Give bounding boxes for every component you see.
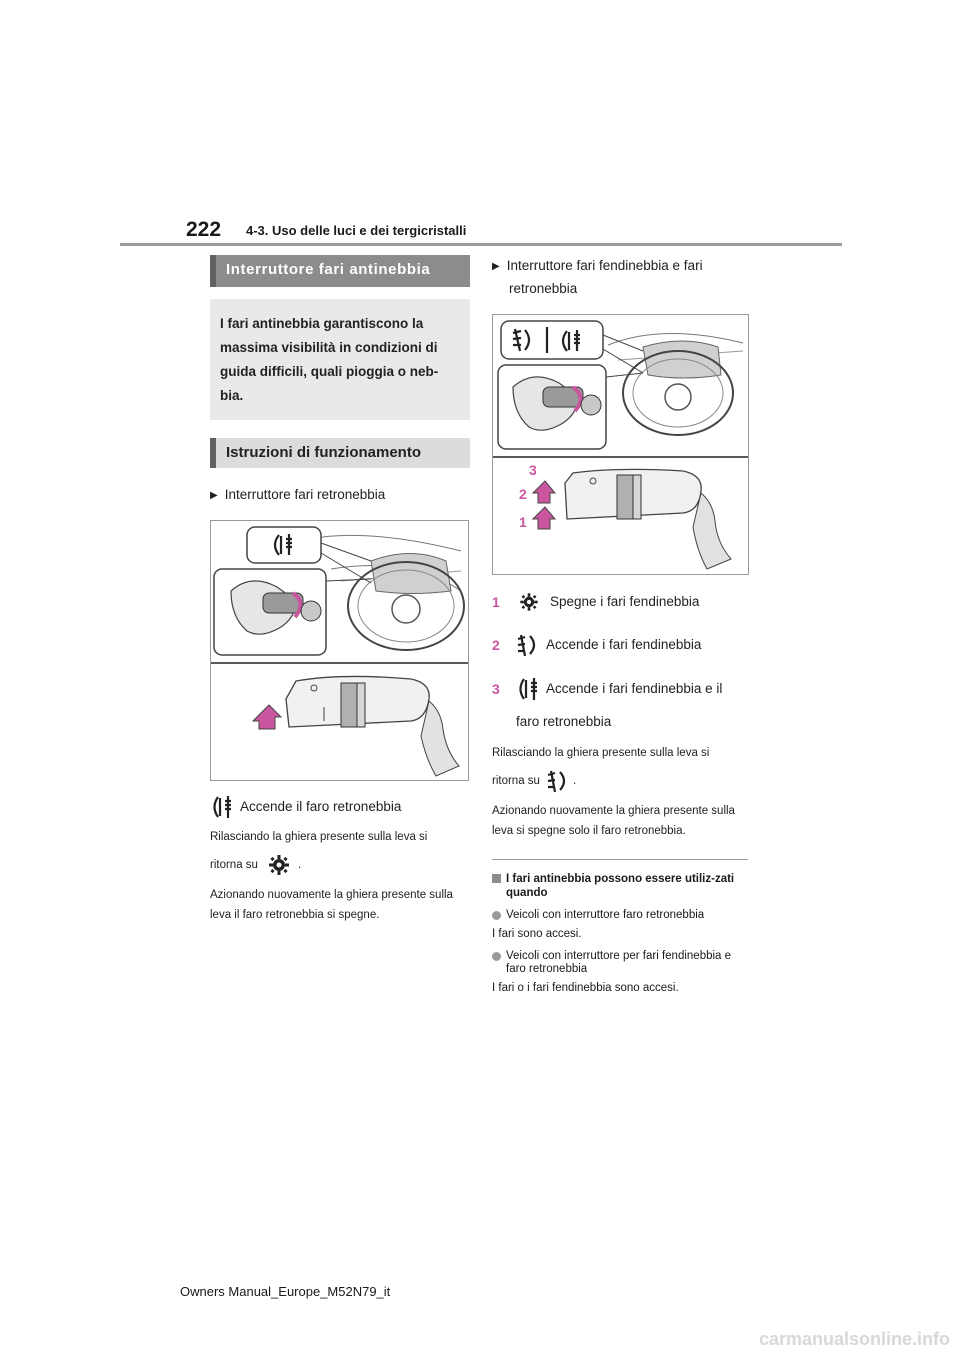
front-rear-fog-switch-figure — [492, 314, 749, 575]
item-3-number: 3 — [492, 681, 500, 697]
item-1-number: 1 — [492, 594, 500, 610]
note-text-2: I fari o i fari fendinebbia sono accesi. — [492, 982, 679, 994]
note-heading — [492, 872, 750, 900]
front-rear-fog-bullet — [492, 255, 750, 278]
right-release-text-2: ritorna su — [492, 775, 540, 787]
note-bullet-1 — [492, 909, 750, 922]
operating-instructions-heading: Istruzioni di funzionamento — [210, 438, 470, 468]
rear-fog-on-caption — [210, 795, 470, 819]
fog-switch-heading: Interruttore fari antinebbia — [210, 255, 470, 287]
right-again-text: Azionando nuovamente la ghiera presente sulla leva si spegne solo il faro retronebbia. — [492, 805, 735, 837]
fig-label-3: 3 — [529, 462, 537, 478]
rear-fog-on-text: Accende il faro retronebbia — [240, 799, 402, 814]
off-position-icon — [264, 854, 294, 876]
release-text-2: ritorna su — [210, 859, 258, 871]
rear-fog-switch-figure — [210, 520, 469, 781]
item-3 — [492, 677, 750, 701]
rear-fog-bullet — [210, 484, 470, 507]
header-rule — [120, 243, 842, 246]
right-release-text-1: Rilasciando la ghiera presente sulla leva si — [492, 747, 710, 759]
item-2-number: 2 — [492, 637, 500, 653]
triangle-bullet-icon: ▶ — [210, 490, 218, 501]
right-release-text-2-row — [492, 769, 750, 793]
fig-label-2: 2 — [519, 486, 527, 502]
note-bullet-1-text: Veicoli con interruttore faro retronebbia — [506, 909, 705, 921]
watermark: carmanualsonline.info — [758, 1329, 950, 1349]
note-heading-text: I fari antinebbia possono essere utiliz-zati quando — [506, 873, 735, 899]
note-bullet-2 — [492, 950, 750, 976]
item-3-cont-text: faro retronebbia — [516, 714, 612, 729]
note-bullet-2-text: Veicoli con interruttore per fari fendinebbia e faro retronebbia — [506, 950, 732, 975]
item-3-text: Accende i fari fendinebbia e il — [546, 681, 723, 696]
release-text-2-row — [210, 853, 470, 877]
footer-manual-id: Owners Manual_Europe_M52N79_it — [180, 1284, 391, 1299]
item-1 — [492, 591, 750, 613]
release-text-1: Rilasciando la ghiera presente sulla leva si — [210, 831, 428, 843]
front-fog-lamp-icon — [546, 769, 570, 793]
again-text: Azionando nuovamente la ghiera presente sulla leva il faro retronebbia si spegne. — [210, 889, 453, 921]
front-rear-fog-bullet-label-1: Interruttore fari fendinebbia e fari — [506, 258, 703, 273]
square-bullet-icon — [492, 874, 501, 883]
rear-fog-lamp-icon — [516, 677, 542, 701]
note-rule — [492, 859, 748, 860]
front-rear-fog-bullet-label-2: retronebbia — [509, 281, 578, 296]
front-fog-lamp-icon — [516, 633, 540, 657]
item-3-cont — [492, 711, 750, 733]
left-column — [210, 255, 470, 925]
off-position-icon — [516, 591, 542, 613]
section-title: 4-3. Uso delle luci e dei tergicristalli — [246, 223, 467, 238]
intro-box: I fari antinebbia garantiscono la massima visibilità in condizioni di guida difficili, quali pioggia o neb-bia. — [210, 299, 470, 420]
right-column — [492, 255, 750, 995]
rear-fog-lamp-icon — [210, 795, 236, 819]
fig-label-1: 1 — [519, 514, 527, 530]
front-rear-fog-illustration — [493, 315, 748, 574]
item-2-text: Accende i fari fendinebbia — [546, 637, 702, 652]
note-text-1: I fari sono accesi. — [492, 928, 582, 940]
item-2 — [492, 633, 750, 657]
item-1-text: Spegne i fari fendinebbia — [550, 594, 700, 609]
circle-bullet-icon — [492, 911, 501, 920]
triangle-bullet-icon: ▶ — [492, 261, 500, 272]
rear-fog-bullet-label: Interruttore fari retronebbia — [224, 487, 386, 502]
rear-fog-illustration — [211, 521, 468, 780]
release-text-end: . — [297, 859, 302, 871]
page-number: 222 — [186, 218, 222, 241]
right-release-text-end: . — [572, 775, 577, 787]
circle-bullet-icon — [492, 952, 501, 961]
front-rear-fog-bullet-line2 — [492, 278, 750, 300]
